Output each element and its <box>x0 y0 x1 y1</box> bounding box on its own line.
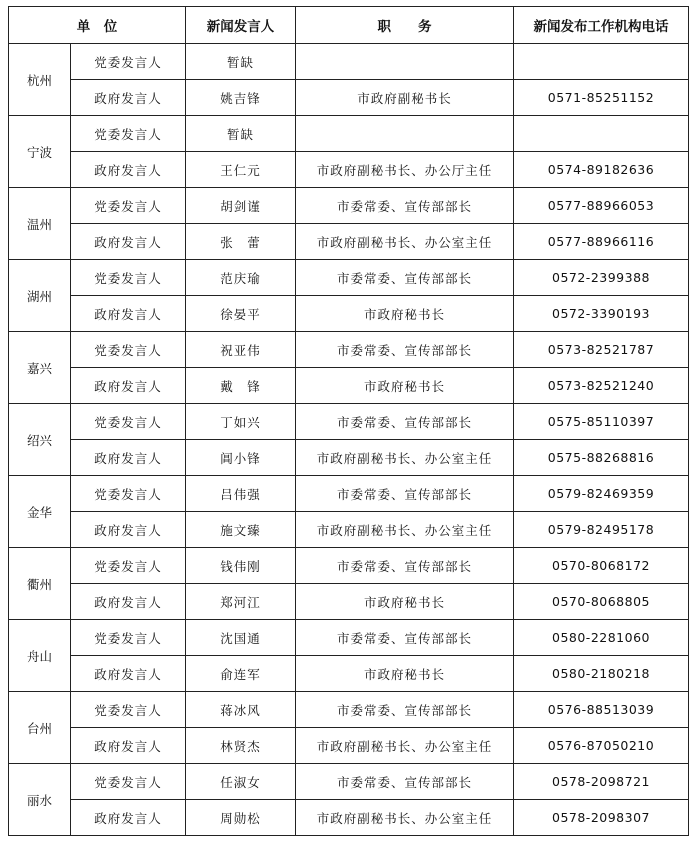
phone-cell: 0572-3390193 <box>514 296 689 332</box>
phone-cell: 0580-2281060 <box>514 620 689 656</box>
title-cell: 市政府秘书长 <box>296 368 514 404</box>
table-row <box>9 512 689 548</box>
role-cell: 政府发言人 <box>71 296 186 332</box>
table-row <box>9 404 689 440</box>
table-row <box>9 656 689 692</box>
title-cell: 市委常委、宣传部部长 <box>296 332 514 368</box>
city-cell: 温州 <box>9 188 71 260</box>
role-cell: 政府发言人 <box>71 728 186 764</box>
name-cell: 张 蕾 <box>186 224 296 260</box>
name-cell: 戴 锋 <box>186 368 296 404</box>
role-cell: 党委发言人 <box>71 620 186 656</box>
city-cell: 台州 <box>9 692 71 764</box>
spokesperson-table <box>8 6 689 836</box>
city-cell: 嘉兴 <box>9 332 71 404</box>
title-cell: 市政府副秘书长、办公厅主任 <box>296 152 514 188</box>
phone-cell: 0575-85110397 <box>514 404 689 440</box>
name-cell: 暂缺 <box>186 116 296 152</box>
name-cell: 吕伟强 <box>186 476 296 512</box>
phone-cell: 0577-88966053 <box>514 188 689 224</box>
title-cell: 市政府副秘书长、办公室主任 <box>296 224 514 260</box>
city-cell: 绍兴 <box>9 404 71 476</box>
name-cell: 林贤杰 <box>186 728 296 764</box>
name-cell: 钱伟刚 <box>186 548 296 584</box>
name-cell: 任淑女 <box>186 764 296 800</box>
table-row <box>9 80 689 116</box>
role-cell: 政府发言人 <box>71 368 186 404</box>
phone-cell: 0572-2399388 <box>514 260 689 296</box>
role-cell: 政府发言人 <box>71 152 186 188</box>
title-cell: 市委常委、宣传部部长 <box>296 692 514 728</box>
role-cell: 政府发言人 <box>71 80 186 116</box>
name-cell: 胡剑谨 <box>186 188 296 224</box>
header-position: 职 务 <box>296 7 514 44</box>
name-cell: 蒋冰风 <box>186 692 296 728</box>
city-cell: 丽水 <box>9 764 71 836</box>
phone-cell: 0576-87050210 <box>514 728 689 764</box>
title-cell: 市委常委、宣传部部长 <box>296 260 514 296</box>
table-row <box>9 620 689 656</box>
title-cell: 市委常委、宣传部部长 <box>296 188 514 224</box>
role-cell: 政府发言人 <box>71 440 186 476</box>
title-cell: 市委常委、宣传部部长 <box>296 548 514 584</box>
role-cell: 党委发言人 <box>71 44 186 80</box>
table-row <box>9 44 689 80</box>
city-cell: 杭州 <box>9 44 71 116</box>
name-cell: 郑河江 <box>186 584 296 620</box>
name-cell: 暂缺 <box>186 44 296 80</box>
title-cell: 市政府副秘书长 <box>296 80 514 116</box>
phone-cell <box>514 44 689 80</box>
table-row <box>9 476 689 512</box>
title-cell <box>296 44 514 80</box>
table-row <box>9 764 689 800</box>
role-cell: 政府发言人 <box>71 656 186 692</box>
role-cell: 党委发言人 <box>71 548 186 584</box>
phone-cell <box>514 116 689 152</box>
city-cell: 衢州 <box>9 548 71 620</box>
phone-cell: 0580-2180218 <box>514 656 689 692</box>
name-cell: 俞连军 <box>186 656 296 692</box>
title-cell: 市委常委、宣传部部长 <box>296 476 514 512</box>
title-cell <box>296 116 514 152</box>
title-cell: 市政府秘书长 <box>296 296 514 332</box>
role-cell: 政府发言人 <box>71 584 186 620</box>
phone-cell: 0573-82521787 <box>514 332 689 368</box>
role-cell: 政府发言人 <box>71 224 186 260</box>
name-cell: 徐晏平 <box>186 296 296 332</box>
phone-cell: 0579-82469359 <box>514 476 689 512</box>
title-cell: 市政府秘书长 <box>296 584 514 620</box>
phone-cell: 0578-2098721 <box>514 764 689 800</box>
table-row <box>9 332 689 368</box>
phone-cell: 0575-88268816 <box>514 440 689 476</box>
phone-cell: 0570-8068172 <box>514 548 689 584</box>
phone-cell: 0579-82495178 <box>514 512 689 548</box>
phone-cell: 0571-85251152 <box>514 80 689 116</box>
phone-cell: 0577-88966116 <box>514 224 689 260</box>
name-cell: 姚吉锋 <box>186 80 296 116</box>
phone-cell: 0570-8068805 <box>514 584 689 620</box>
header-spokesperson: 新闻发言人 <box>186 7 296 44</box>
phone-cell: 0578-2098307 <box>514 800 689 836</box>
table-row <box>9 116 689 152</box>
table-header <box>9 7 689 44</box>
city-cell: 湖州 <box>9 260 71 332</box>
table-row <box>9 692 689 728</box>
name-cell: 祝亚伟 <box>186 332 296 368</box>
table-row <box>9 548 689 584</box>
name-cell: 阊小锋 <box>186 440 296 476</box>
role-cell: 政府发言人 <box>71 512 186 548</box>
role-cell: 党委发言人 <box>71 476 186 512</box>
title-cell: 市委常委、宣传部部长 <box>296 404 514 440</box>
phone-cell: 0576-88513039 <box>514 692 689 728</box>
header-unit: 单 位 <box>9 7 186 44</box>
table-row <box>9 152 689 188</box>
table-row <box>9 728 689 764</box>
name-cell: 王仁元 <box>186 152 296 188</box>
title-cell: 市政府副秘书长、办公室主任 <box>296 440 514 476</box>
title-cell: 市委常委、宣传部部长 <box>296 764 514 800</box>
city-cell: 金华 <box>9 476 71 548</box>
table-row <box>9 800 689 836</box>
table-row <box>9 584 689 620</box>
name-cell: 周勋松 <box>186 800 296 836</box>
city-cell: 舟山 <box>9 620 71 692</box>
title-cell: 市政府副秘书长、办公室主任 <box>296 512 514 548</box>
header-phone: 新闻发布工作机构电话 <box>514 7 689 44</box>
name-cell: 范庆瑜 <box>186 260 296 296</box>
table-row <box>9 296 689 332</box>
table-row <box>9 440 689 476</box>
city-cell: 宁波 <box>9 116 71 188</box>
role-cell: 党委发言人 <box>71 764 186 800</box>
name-cell: 施文臻 <box>186 512 296 548</box>
name-cell: 丁如兴 <box>186 404 296 440</box>
title-cell: 市政府秘书长 <box>296 656 514 692</box>
name-cell: 沈国通 <box>186 620 296 656</box>
table-row <box>9 224 689 260</box>
role-cell: 政府发言人 <box>71 800 186 836</box>
table-row <box>9 368 689 404</box>
title-cell: 市委常委、宣传部部长 <box>296 620 514 656</box>
title-cell: 市政府副秘书长、办公室主任 <box>296 728 514 764</box>
role-cell: 党委发言人 <box>71 260 186 296</box>
phone-cell: 0574-89182636 <box>514 152 689 188</box>
phone-cell: 0573-82521240 <box>514 368 689 404</box>
header-row <box>9 7 689 44</box>
table-body <box>9 44 689 836</box>
role-cell: 党委发言人 <box>71 692 186 728</box>
role-cell: 党委发言人 <box>71 332 186 368</box>
role-cell: 党委发言人 <box>71 188 186 224</box>
role-cell: 党委发言人 <box>71 116 186 152</box>
role-cell: 党委发言人 <box>71 404 186 440</box>
table-row <box>9 188 689 224</box>
title-cell: 市政府副秘书长、办公室主任 <box>296 800 514 836</box>
table-row <box>9 260 689 296</box>
